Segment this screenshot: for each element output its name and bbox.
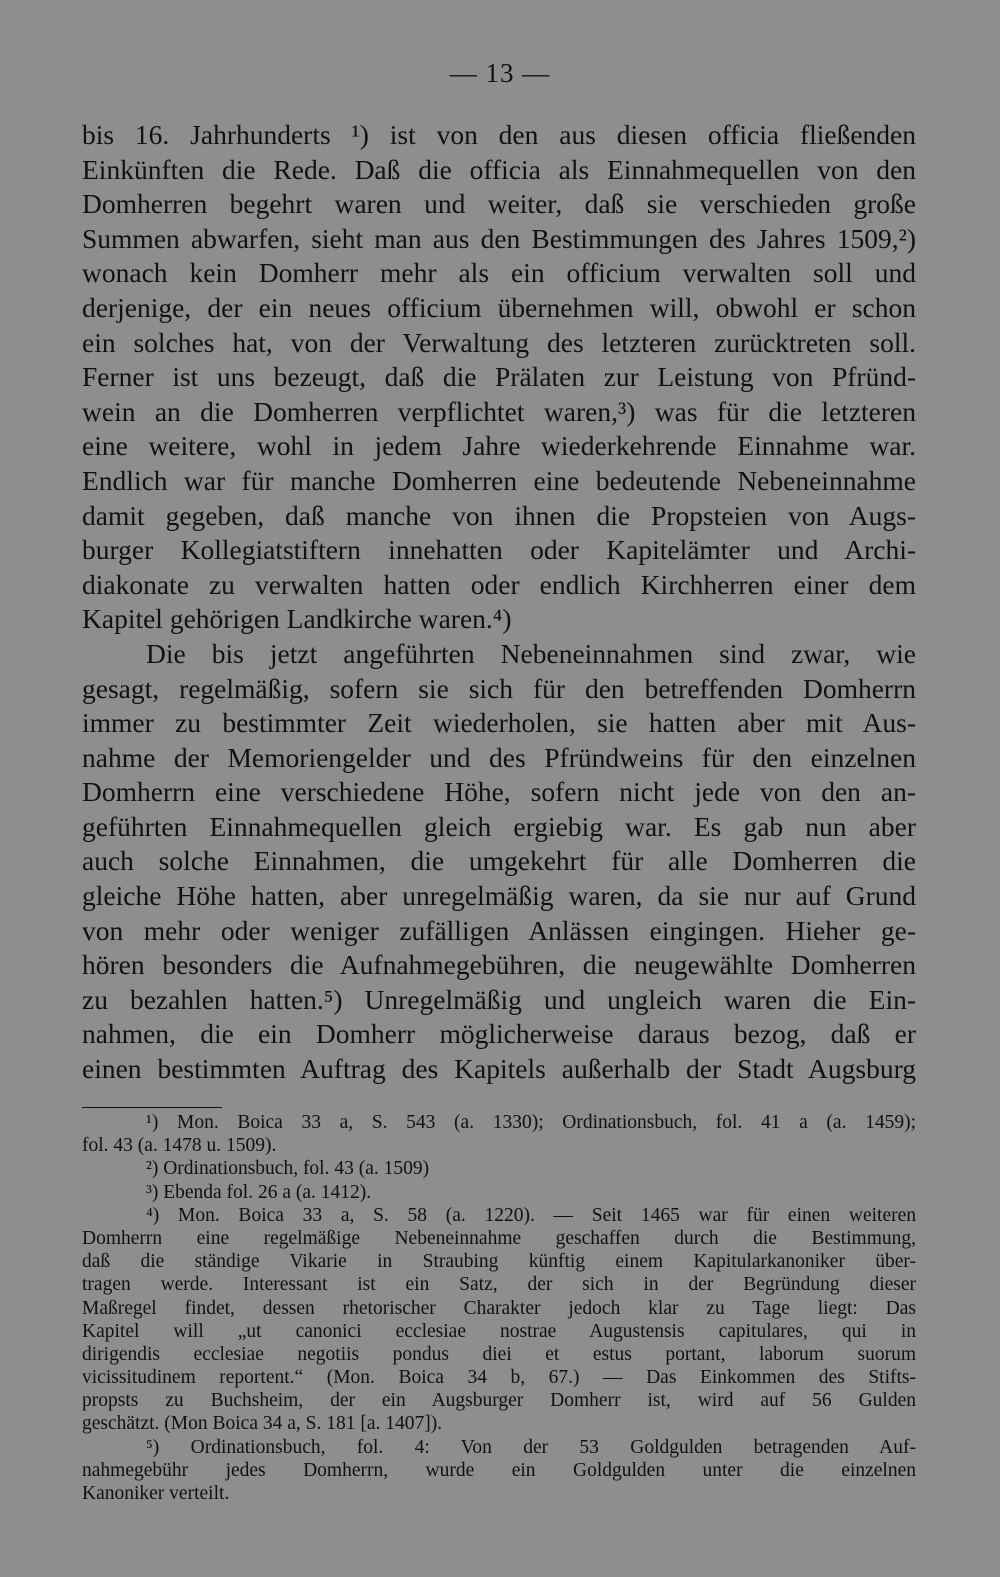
text-line: bis 16. Jahrhunderts ¹) ist von den aus diesen officia fließenden — [82, 119, 916, 150]
text-line: nahme der Memoriengelder und des Pfründweins für den einzelnen — [82, 741, 916, 773]
main-text — [82, 118, 916, 1087]
footnote-line: dirigendis ecclesiae negotiis pondus diei et estus portant, laborum suorum — [82, 1343, 916, 1365]
footnote-line: geschätzt. (Mon Boica 34 a, S. 181 [a. 1407]). — [82, 1413, 443, 1435]
text-line: Ferner ist uns bezeugt, daß die Prälaten zur Leistung von Pfründ- — [82, 361, 916, 393]
text-line: Einkünften die Rede. Daß die officia als Einnahmequellen von den — [82, 153, 916, 185]
footnote-divider — [82, 1107, 222, 1108]
text-line: derjenige, der ein neues officium übernehmen will, obwohl er schon — [82, 291, 916, 323]
text-line: gleiche Höhe hatten, aber unregelmäßig waren, da sie nur auf Grund — [82, 880, 916, 912]
footnote-line: nahmegebühr jedes Domherrn, wurde ein Goldgulden unter die einzelnen — [82, 1459, 916, 1481]
text-line: immer zu bestimmter Zeit wiederholen, sie hatten aber mit Aus- — [82, 707, 916, 739]
text-line: burger Kollegiatstiftern innehatten oder Kapitelämter und Archi- — [82, 534, 916, 566]
footnote-line: daß die ständige Vikarie in Straubing künftig einem Kapitularkanoniker über- — [82, 1251, 916, 1273]
text-line: wonach kein Domherr mehr als ein officium verwalten soll und — [82, 257, 916, 289]
footnote-line: ³) Ebenda fol. 26 a (a. 1412). — [146, 1181, 372, 1203]
footnotes — [82, 1111, 916, 1505]
text-line: Kapitel gehörigen Landkirche waren.⁴) — [82, 603, 512, 635]
text-line: von mehr oder weniger zufälligen Anlässen eingingen. Hieher ge- — [82, 914, 916, 946]
page-number: — 13 — — [449, 58, 551, 88]
footnote-line: tragen werde. Interessant ist ein Satz, der sich in der Begründung dieser — [82, 1274, 916, 1296]
footnote-line: propsts zu Buchsheim, der ein Augsburger Domherr ist, wird auf 56 Gulden — [82, 1390, 916, 1412]
footnote-line: ⁵) Ordinationsbuch, fol. 4: Von der 53 Goldgulden betragenden Auf- — [146, 1436, 916, 1458]
text-line: auch solche Einnahmen, die umgekehrt für alle Domherren die — [82, 845, 916, 877]
text-line: damit gegeben, daß manche von ihnen die Propsteien von Augs- — [82, 499, 916, 531]
text-line: gesagt, regelmäßig, sofern sie sich für den betreffenden Domherrn — [82, 672, 916, 704]
text-line: wein an die Domherren verpflichtet waren,³) was für die letzteren — [82, 395, 916, 427]
footnote-line: ²) Ordinationsbuch, fol. 43 (a. 1509) — [146, 1158, 430, 1180]
text-line: Endlich war für manche Domherren eine bedeutende Nebeneinnahme — [82, 464, 916, 496]
text-line: Die bis jetzt angeführten Nebeneinnahmen sind zwar, wie — [146, 637, 916, 669]
text-line: diakonate zu verwalten hatten oder endlich Kirchherren einer dem — [82, 568, 916, 600]
text-line: Domherren begehrt waren und weiter, daß sie verschieden große — [82, 188, 916, 220]
footnote-line: Kapitel will „ut canonici ecclesiae nostrae Augustensis capitulares, qui in — [82, 1320, 916, 1342]
text-line: einen bestimmten Auftrag des Kapitels außerhalb der Stadt Augsburg — [82, 1053, 916, 1085]
footnote-line: ¹) Mon. Boica 33 a, S. 543 (a. 1330); Ordinationsbuch, fol. 41 a (a. 1459); — [146, 1112, 916, 1133]
text-line: ein solches hat, von der Verwaltung des letzteren zurücktreten soll. — [82, 326, 916, 358]
footnote-line: vicissitudinem reportent.“ (Mon. Boica 34 b, 67.) — Das Einkommen des Stifts- — [82, 1367, 916, 1389]
footnote-line: fol. 43 (a. 1478 u. 1509). — [82, 1135, 277, 1157]
footnote-line: Domherrn eine regelmäßige Nebeneinnahme geschaffen durch die Bestimmung, — [82, 1227, 916, 1249]
text-line: hören besonders die Aufnahmegebühren, die neugewählte Domherren — [82, 949, 916, 981]
footnote-line: Maßregel findet, dessen rhetorischer Charakter jedoch klar zu Tage liegt: Das — [82, 1297, 916, 1319]
text-line: eine weitere, wohl in jedem Jahre wiederkehrende Einnahme war. — [82, 430, 916, 462]
text-line: Domherrn eine verschiedene Höhe, sofern nicht jede von den an- — [82, 776, 916, 808]
text-line: geführten Einnahmequellen gleich ergiebig war. Es gab nun aber — [82, 810, 916, 842]
text-line: zu bezahlen hatten.⁵) Unregelmäßig und ungleich waren die Ein- — [82, 983, 916, 1015]
text-line: Summen abwarfen, sieht man aus den Bestimmungen des Jahres 1509,²) — [82, 222, 916, 254]
footnote-line: ⁴) Mon. Boica 33 a, S. 58 (a. 1220). — Seit 1465 war für einen weiteren — [146, 1204, 916, 1226]
text-line: nahmen, die ein Domherr möglicherweise daraus bezog, daß er — [82, 1018, 916, 1050]
footnote-line: Kanoniker verteilt. — [82, 1483, 230, 1504]
